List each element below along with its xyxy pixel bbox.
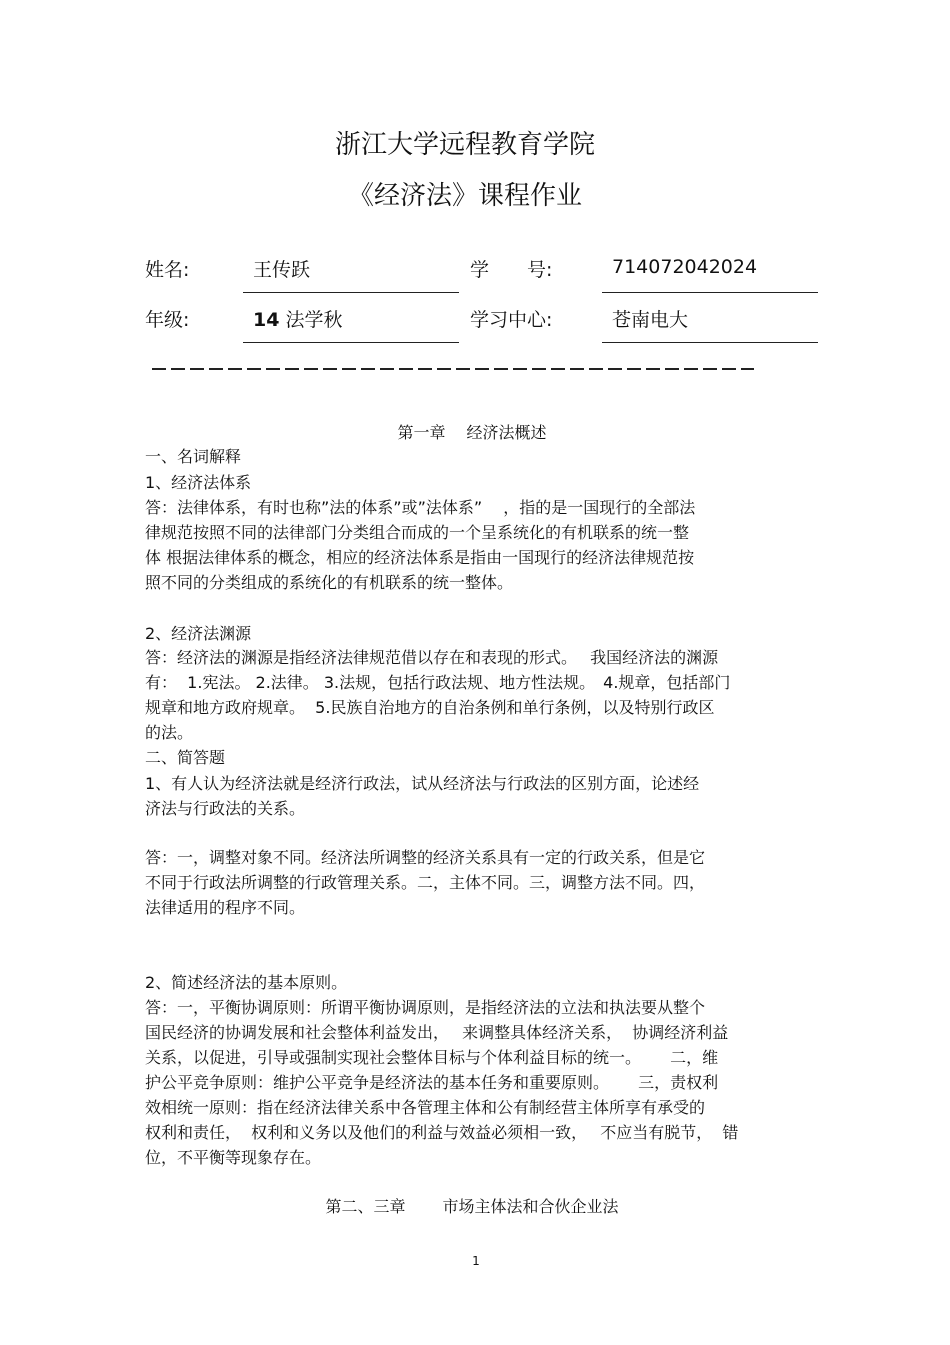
- s1-question-line: 济法与行政法的关系。: [145, 799, 306, 818]
- q1-answer-line: 律规范按照不同的法律部门分类组合而成的一个呈系统化的有机联系的统一整: [145, 523, 690, 542]
- course-title: 《经济法》课程作业: [347, 181, 582, 211]
- s1-answer-line: 法律适用的程序不同。: [145, 898, 306, 917]
- chapter1-title: 第一章 经济法概述: [397, 423, 547, 442]
- school-title: 浙江大学远程教育学院: [334, 130, 595, 160]
- student-id-label: 学 号:: [470, 259, 553, 281]
- s1-answer-line: 答：一，调整对象不同。经济法所调整的经济关系具有一定的行政关系，但是它: [145, 848, 706, 867]
- center-value: 苍南电大: [612, 309, 689, 331]
- chapter23-title: 第二、三章 市场主体法和合伙企业法: [325, 1197, 619, 1216]
- student-id-value: 714072042024: [612, 256, 758, 278]
- name-value: 王传跃: [253, 259, 311, 281]
- grade-value: [253, 305, 343, 332]
- s2-answer-line: 国民经济的协调发展和社会整体利益发出， 来调整具体经济关系， 协调经济利益: [145, 1023, 729, 1042]
- name-label: 姓名:: [145, 259, 190, 281]
- section-short-answer-heading: 二、简答题: [145, 748, 226, 767]
- q1-answer-line: 照不同的分类组成的系统化的有机联系的统一整体。: [145, 573, 514, 592]
- separator-text: [152, 360, 754, 376]
- q2-answer-line: 规章和地方政府规章。 5.民族自治地方的自治条例和单行条例，以及特别行政区: [145, 698, 715, 717]
- name-underline: [243, 292, 459, 293]
- q1-answer-line: 体 根据法律体系的概念，相应的经济法体系是指由一国现行的经济法律规范按: [145, 548, 695, 567]
- section-terms-heading: 一、名词解释: [145, 447, 242, 466]
- page-number: 1: [472, 1254, 480, 1268]
- q2-title: 2、经济法渊源: [145, 624, 252, 643]
- grade-term: 法学秋: [279, 309, 343, 331]
- s2-answer-line: 权利和责任， 权利和义务以及他们的利益与效益必须相一致， 不应当有脱节， 错: [145, 1123, 739, 1142]
- s2-answer-line: 护公平竞争原则：维护公平竞争是经济法的基本任务和重要原则。 三，责权利: [145, 1073, 719, 1092]
- s2-question: 2、简述经济法的基本原则。: [145, 973, 348, 992]
- grade-underline: [243, 342, 459, 343]
- s1-answer-line: 不同于行政法所调整的行政管理关系。二，主体不同。三，调整方法不同。四，: [145, 873, 706, 892]
- s2-answer-line: 答：一，平衡协调原则：所谓平衡协调原则，是指经济法的立法和执法要从整个: [145, 998, 706, 1017]
- q2-answer-line: 的法。: [145, 723, 194, 742]
- center-underline: [602, 342, 818, 343]
- q1-answer-line: 答：法律体系，有时也称”法的体系”或”法体系” ，指的是一国现行的全部法: [145, 498, 696, 517]
- grade-label: 年级:: [145, 309, 190, 331]
- q1-title: 1、经济法体系: [145, 473, 252, 492]
- q2-answer-line: 有： 1.宪法。 2.法律。 3.法规，包括行政法规、地方性法规。 4.规章，包括部门: [145, 673, 731, 692]
- grade-year: 14: [253, 309, 280, 331]
- s2-answer-line: 关系，以促进，引导或强制实现社会整体目标与个体利益目标的统一。 二，维: [145, 1048, 719, 1067]
- student-id-underline: [602, 292, 818, 293]
- center-label: 学习中心:: [470, 309, 553, 331]
- q2-answer-line: 答：经济法的渊源是指经济法律规范借以存在和表现的形式。 我国经济法的渊源: [145, 648, 719, 667]
- s2-answer-line: 位，不平衡等现象存在。: [145, 1148, 322, 1167]
- s1-question-line: 1、有人认为经济法就是经济行政法，试从经济法与行政法的区别方面，论述经: [145, 774, 700, 793]
- s2-answer-line: 效相统一原则：指在经济法律关系中各管理主体和公有制经营主体所享有承受的: [145, 1098, 706, 1117]
